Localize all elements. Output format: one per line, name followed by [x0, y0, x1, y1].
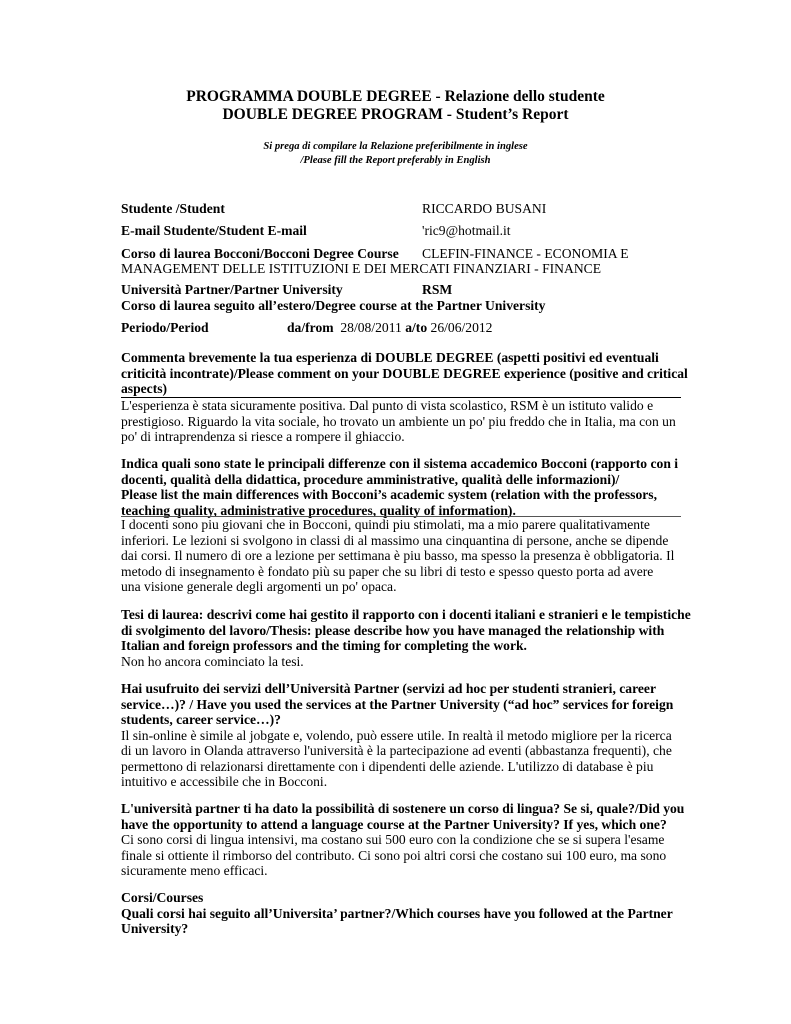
- answer: [121, 398, 681, 445]
- answer-line: metodo di insegnamento è fondato più su paper che su libri di testo e spesso questo porta ad avere: [121, 563, 654, 579]
- question-line: Italian and foreign professors and the timing for completing the work.: [121, 638, 527, 653]
- answer-line: I docenti sono piu giovani che in Bocconi, quindi piu stimolati, ma a mio parere qualitativamente: [121, 517, 650, 532]
- instructions-italian: Si prega di compilare la Relazione preferibilmente in inglese: [263, 141, 528, 152]
- answer-line: sicuramente meno efficaci.: [121, 863, 268, 878]
- to-label: a/to: [405, 320, 428, 335]
- question-line: have the opportunity to attend a language course at the Partner University? If yes, which one?: [121, 816, 667, 832]
- from-value: 28/08/2011: [340, 320, 402, 335]
- answer-line: permettono di relazionarsi direttamente con i dipendenti delle aziende. L'utilizzo di database è piu: [121, 758, 654, 774]
- course-label: Corso di laurea Bocconi/Bocconi Degree Course: [121, 246, 399, 261]
- document-title: [0, 88, 791, 124]
- period-label: Periodo/Period: [121, 320, 209, 335]
- answer-line: di un lavoro in Olanda attraverso l'università è la partecipazione ad eventi (abbastanza frequenti), che: [121, 743, 672, 758]
- question-line: docenti, qualità della didattica, procedure amministrative, qualità delle informazioni)/: [121, 471, 620, 487]
- from-label: da/from: [287, 320, 334, 335]
- abroad-course-label: Corso di laurea seguito all’estero/Degree course at the Partner University: [121, 298, 546, 313]
- partner-label: Università Partner/Partner University: [121, 282, 343, 297]
- question-line: di svolgimento del lavoro/Thesis: please describe how you have managed the relationship with: [121, 622, 665, 638]
- question-line: Tesi di laurea: descrivi come hai gestito il rapporto con i docenti italiani e stranieri e le tempistiche: [121, 607, 691, 622]
- question-line: Quali corsi hai seguito all’Universita’ partner?/Which courses have you followed at the Partner: [121, 905, 673, 921]
- period-range: [287, 320, 492, 336]
- instructions: [0, 140, 791, 168]
- question-line: aspects): [121, 381, 168, 396]
- section-experience: [121, 350, 688, 397]
- answer-line: po' di intraprendenza si riesce a rompere il ghiaccio.: [121, 429, 405, 444]
- section-courses: [121, 890, 681, 937]
- question-line: students, career service…)?: [121, 712, 281, 727]
- question-line: criticità incontrate)/Please comment on your DOUBLE DEGREE experience (positive and critical: [121, 365, 688, 381]
- question-line: University?: [121, 921, 189, 936]
- answer-line: prestigioso. Riguardo la vita sociale, ho trovato un ambiente un po' piu freddo che in Italia, ma con un: [121, 413, 676, 429]
- question-line: Corsi/Courses: [121, 890, 204, 905]
- question-line: teaching quality, administrative procedures, quality of information).: [121, 502, 516, 518]
- answer-line: Il sin-online è simile al jobgate e, volendo, può essere utile. In realtà il metodo migliore per la ricerca: [121, 727, 672, 743]
- answer-line: finale si ottiente il rimborso del contributo. Ci sono poi altri corsi che costano sui 100 euro, ma sono: [121, 847, 667, 863]
- question-line: service…)? / Have you used the services at the Partner University (“ad hoc” services for foreign: [121, 696, 674, 712]
- title-english: DOUBLE DEGREE PROGRAM - Student’s Report: [222, 106, 569, 123]
- section-thesis: [121, 607, 691, 669]
- question: [121, 350, 688, 397]
- question-line: Please list the main differences with Bocconi’s academic system (relation with the professors,: [121, 487, 657, 502]
- email-label: E-mail Studente/Student E-mail: [121, 223, 307, 238]
- question-line: Hai usufruito dei servizi dell’Università Partner (servizi ad hoc per studenti stranieri, career: [121, 681, 656, 696]
- question-line: Commenta brevemente la tua esperienza di DOUBLE DEGREE (aspetti positivi ed eventuali: [121, 350, 659, 365]
- answer-line: L'esperienza è stata sicuramente positiva. Dal punto di vista scolastico, RSM è un istituto valido e: [121, 398, 654, 413]
- question-line: L'università partner ti ha dato la possibilità di sostenere un corso di lingua? Se si, quale?/Did you: [121, 801, 685, 816]
- section-services: [121, 681, 681, 790]
- answer-line: intuitivo e accessibile che in Bocconi.: [121, 774, 328, 789]
- answer-line: Ci sono corsi di lingua intensivi, ma costano sui 500 euro con la condizione che se si supera l'esame: [121, 832, 665, 847]
- student-label: Studente /Student: [121, 201, 225, 216]
- answer-line: inferiori. Le lezioni si svolgono in classi di al massimo una cinquantina di persone, anche se dipende: [121, 532, 669, 548]
- partner-value: RSM: [422, 282, 453, 297]
- course-value-line2: MANAGEMENT DELLE ISTITUZIONI E DEI MERCATI FINANZIARI - FINANCE: [121, 261, 602, 276]
- question-line: Indica quali sono state le principali differenze con il sistema accademico Bocconi (rapporto con i: [121, 456, 679, 471]
- title-italian: PROGRAMMA DOUBLE DEGREE - Relazione dello studente: [186, 88, 605, 105]
- to-value: 26/06/2012: [430, 320, 493, 335]
- answer: [121, 517, 681, 595]
- section-differences-question: [121, 456, 681, 518]
- answer-line: una visione generale degli argomenti un po' opaca.: [121, 579, 397, 594]
- student-value: RICCARDO BUSANI: [422, 201, 547, 216]
- section-language-course: [121, 801, 685, 879]
- answer-line: Non ho ancora cominciato la tesi.: [121, 653, 304, 669]
- email-value: 'ric9@hotmail.it: [422, 223, 511, 238]
- answer-line: dai corsi. Il numero di ore a lezione per settimana è piu basso, ma spesso la presenza è obbligatoria. Il: [121, 548, 675, 563]
- instructions-english: /Please fill the Report preferably in English: [300, 155, 491, 166]
- course-value-line1: CLEFIN-FINANCE - ECONOMIA E: [422, 246, 629, 261]
